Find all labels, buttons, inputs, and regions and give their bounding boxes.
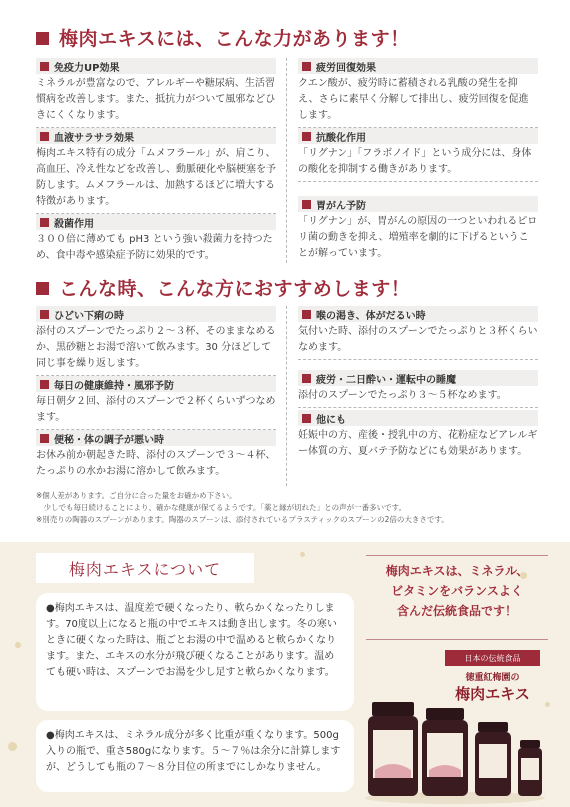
brand-subtitle: 徳重紅梅園の xyxy=(465,673,520,683)
effect-item xyxy=(36,58,276,128)
product-jars-image xyxy=(360,700,550,805)
effect-heading: 免疫力UP効果 xyxy=(54,62,120,74)
bullet-square xyxy=(40,218,49,227)
usage-heading: 喉の渇き、体がだるい時 xyxy=(316,310,426,322)
effects-grid xyxy=(36,58,536,263)
effect-heading: 血液サラサラ効果 xyxy=(54,132,134,144)
usage-text: 毎日朝夕２回、添付のスプーンで２杯くらいずつなめます。 xyxy=(36,392,276,430)
effect-text: 「リグナン」「フラボノイド」という成分には、身体の酸化を抑制する働きがあります。 xyxy=(298,144,538,182)
section-title-powers xyxy=(36,22,410,52)
traditional-food-badge: 日本の伝統食品 xyxy=(445,650,540,666)
bullet-square xyxy=(302,132,311,141)
title-marker xyxy=(36,32,49,45)
effect-heading: 疲労回復効果 xyxy=(316,62,376,74)
usage-item xyxy=(298,410,538,463)
section-title-text: こんな時、こんな方におすすめします！ xyxy=(59,277,411,300)
usage-heading: 他にも xyxy=(316,414,346,426)
effect-text: ミネラルが豊富なので、アレルギーや糖尿病、生活習慣病を改善します。また、抵抗力がついて風邪などひきにくくなります。 xyxy=(36,74,276,128)
usage-text: 添付のスプーンでたっぷり２～３杯、そのままなめるか、黒砂糖とお湯で溶いて飲みます。30 分ほどして同じ事を繰り返します。 xyxy=(36,322,276,376)
effect-item xyxy=(298,128,538,182)
bullet-square xyxy=(40,310,49,319)
about-box-temperature xyxy=(36,593,354,711)
footnote-line: 少しでも毎日続けることにより、確かな健康が保てるようです。「薬と縁が切れた」との声が一番多いです。 xyxy=(36,503,407,512)
usage-text: 妊娠中の方、産後・授乳中の方、花粉症などアレルギー体質の方、夏バテ予防などにも効果があります。 xyxy=(298,430,538,457)
effect-item xyxy=(298,196,538,265)
usage-item xyxy=(298,306,538,360)
usage-item xyxy=(36,430,276,483)
title-marker xyxy=(36,282,49,295)
usage-item xyxy=(36,306,276,376)
effect-text: ３００倍に薄めても pH3 という強い殺菌力を持つため、食中毒や感染症予防に効果的です。 xyxy=(36,234,273,261)
effect-item xyxy=(36,128,276,214)
bullet-square xyxy=(302,200,311,209)
bullet-square xyxy=(302,310,311,319)
recommend-grid xyxy=(36,306,536,486)
jar-tiny-icon xyxy=(518,740,542,796)
slogan-rule-bottom xyxy=(366,639,548,640)
jar-large-icon xyxy=(368,702,418,796)
column-divider xyxy=(286,58,287,263)
usage-text: 気付いた時、添付のスプーンでたっぷりと３杯くらいなめます。 xyxy=(298,322,538,360)
effect-heading: 胃がん予防 xyxy=(316,200,366,212)
footnotes xyxy=(36,490,536,526)
effect-text: クエン酸が、疲労時に蓄積される乳酸の発生を抑え、さらに素早く分解して排出し、疲労回復を促進します。 xyxy=(298,74,538,128)
about-text: ●梅肉エキスは、温度差で硬くなったり、軟らかくなったりします。70度以上になると瓶の中でエキスは動き出します。冬の寒いときに硬くなった時は、瓶ごとお湯の中で温めると軟らかくなります。また、エキスの水分が飛び硬くなることがあります。温めても硬い時は、スプーンでお湯を少し足すと軟らかくなります。 xyxy=(46,603,337,678)
usage-heading: 疲労・二日酔い・運転中の睡魔 xyxy=(316,374,456,386)
footnote-line: ※個人差があります。ご自分に合った量をお確かめ下さい。 xyxy=(36,491,237,500)
bullet-square xyxy=(40,62,49,71)
about-box-weight xyxy=(36,720,354,792)
bullet-square xyxy=(302,62,311,71)
usage-text: 添付のスプーンでたっぷり３～５杯なめます。 xyxy=(298,386,538,408)
bullet-square xyxy=(302,414,311,423)
jar-medium-icon xyxy=(422,708,468,796)
effect-item xyxy=(36,214,276,267)
bullet-square xyxy=(40,434,49,443)
section-title-text: 梅肉エキスには、こんな力があります！ xyxy=(59,27,410,50)
jar-small-icon xyxy=(475,722,511,796)
bullet-square xyxy=(40,132,49,141)
slogan-line: 含んだ伝統食品です！ xyxy=(396,604,517,618)
usage-heading: 毎日の健康維持・風邪予防 xyxy=(54,380,174,392)
effect-item xyxy=(298,58,538,128)
effect-heading: 殺菌作用 xyxy=(54,218,94,230)
slogan-line: ビタミンをバランスよく xyxy=(391,584,523,598)
bullet-square xyxy=(302,374,311,383)
usage-item xyxy=(298,370,538,408)
brand-title: 梅肉エキス xyxy=(455,685,530,703)
usage-heading: ひどい下痢の時 xyxy=(54,310,124,322)
slogan-line: 梅肉エキスは、ミネラル、 xyxy=(385,564,529,578)
slogan-rule-top xyxy=(366,555,548,556)
about-text: ●梅肉エキスは、ミネラル成分が多く比重が重くなります。500g入りの瓶で、重さ580gになります。５～７％は余分に計算しますが、どうしても瓶の７～８分目位の所までにしかなりません。 xyxy=(46,730,341,773)
footnote-line: ※別売りの陶器のスプーンがあります。陶器のスプーンは、添付されているプラスティックのスプーンの2倍の大きさです。 xyxy=(36,515,449,524)
effect-text: 「リグナン」が、胃がんの原因の一つといわれるピロリ菌の動きを抑え、増殖率を劇的に下げるということが解っています。 xyxy=(298,216,538,259)
effect-text: 梅肉エキス特有の成分「ムメフラール」が、肩こり、高血圧、冷え性などを改善し、動脈硬化や脳梗塞を予防します。ムメフラールは、加熱するほどに増大する特徴があります。 xyxy=(36,144,276,214)
section-title-recommend xyxy=(36,272,410,302)
column-divider xyxy=(286,306,287,486)
about-title: 梅肉エキスについて xyxy=(36,553,254,583)
slogan-text xyxy=(362,561,552,621)
usage-text: お休み前か朝起きた時、添付のスプーンで３～４杯、たっぷりの水かお湯に溶かして飲みます。 xyxy=(36,450,276,477)
usage-heading: 便秘・体の調子が悪い時 xyxy=(54,434,164,446)
bullet-square xyxy=(40,380,49,389)
effect-heading: 抗酸化作用 xyxy=(316,132,366,144)
usage-item xyxy=(36,376,276,430)
